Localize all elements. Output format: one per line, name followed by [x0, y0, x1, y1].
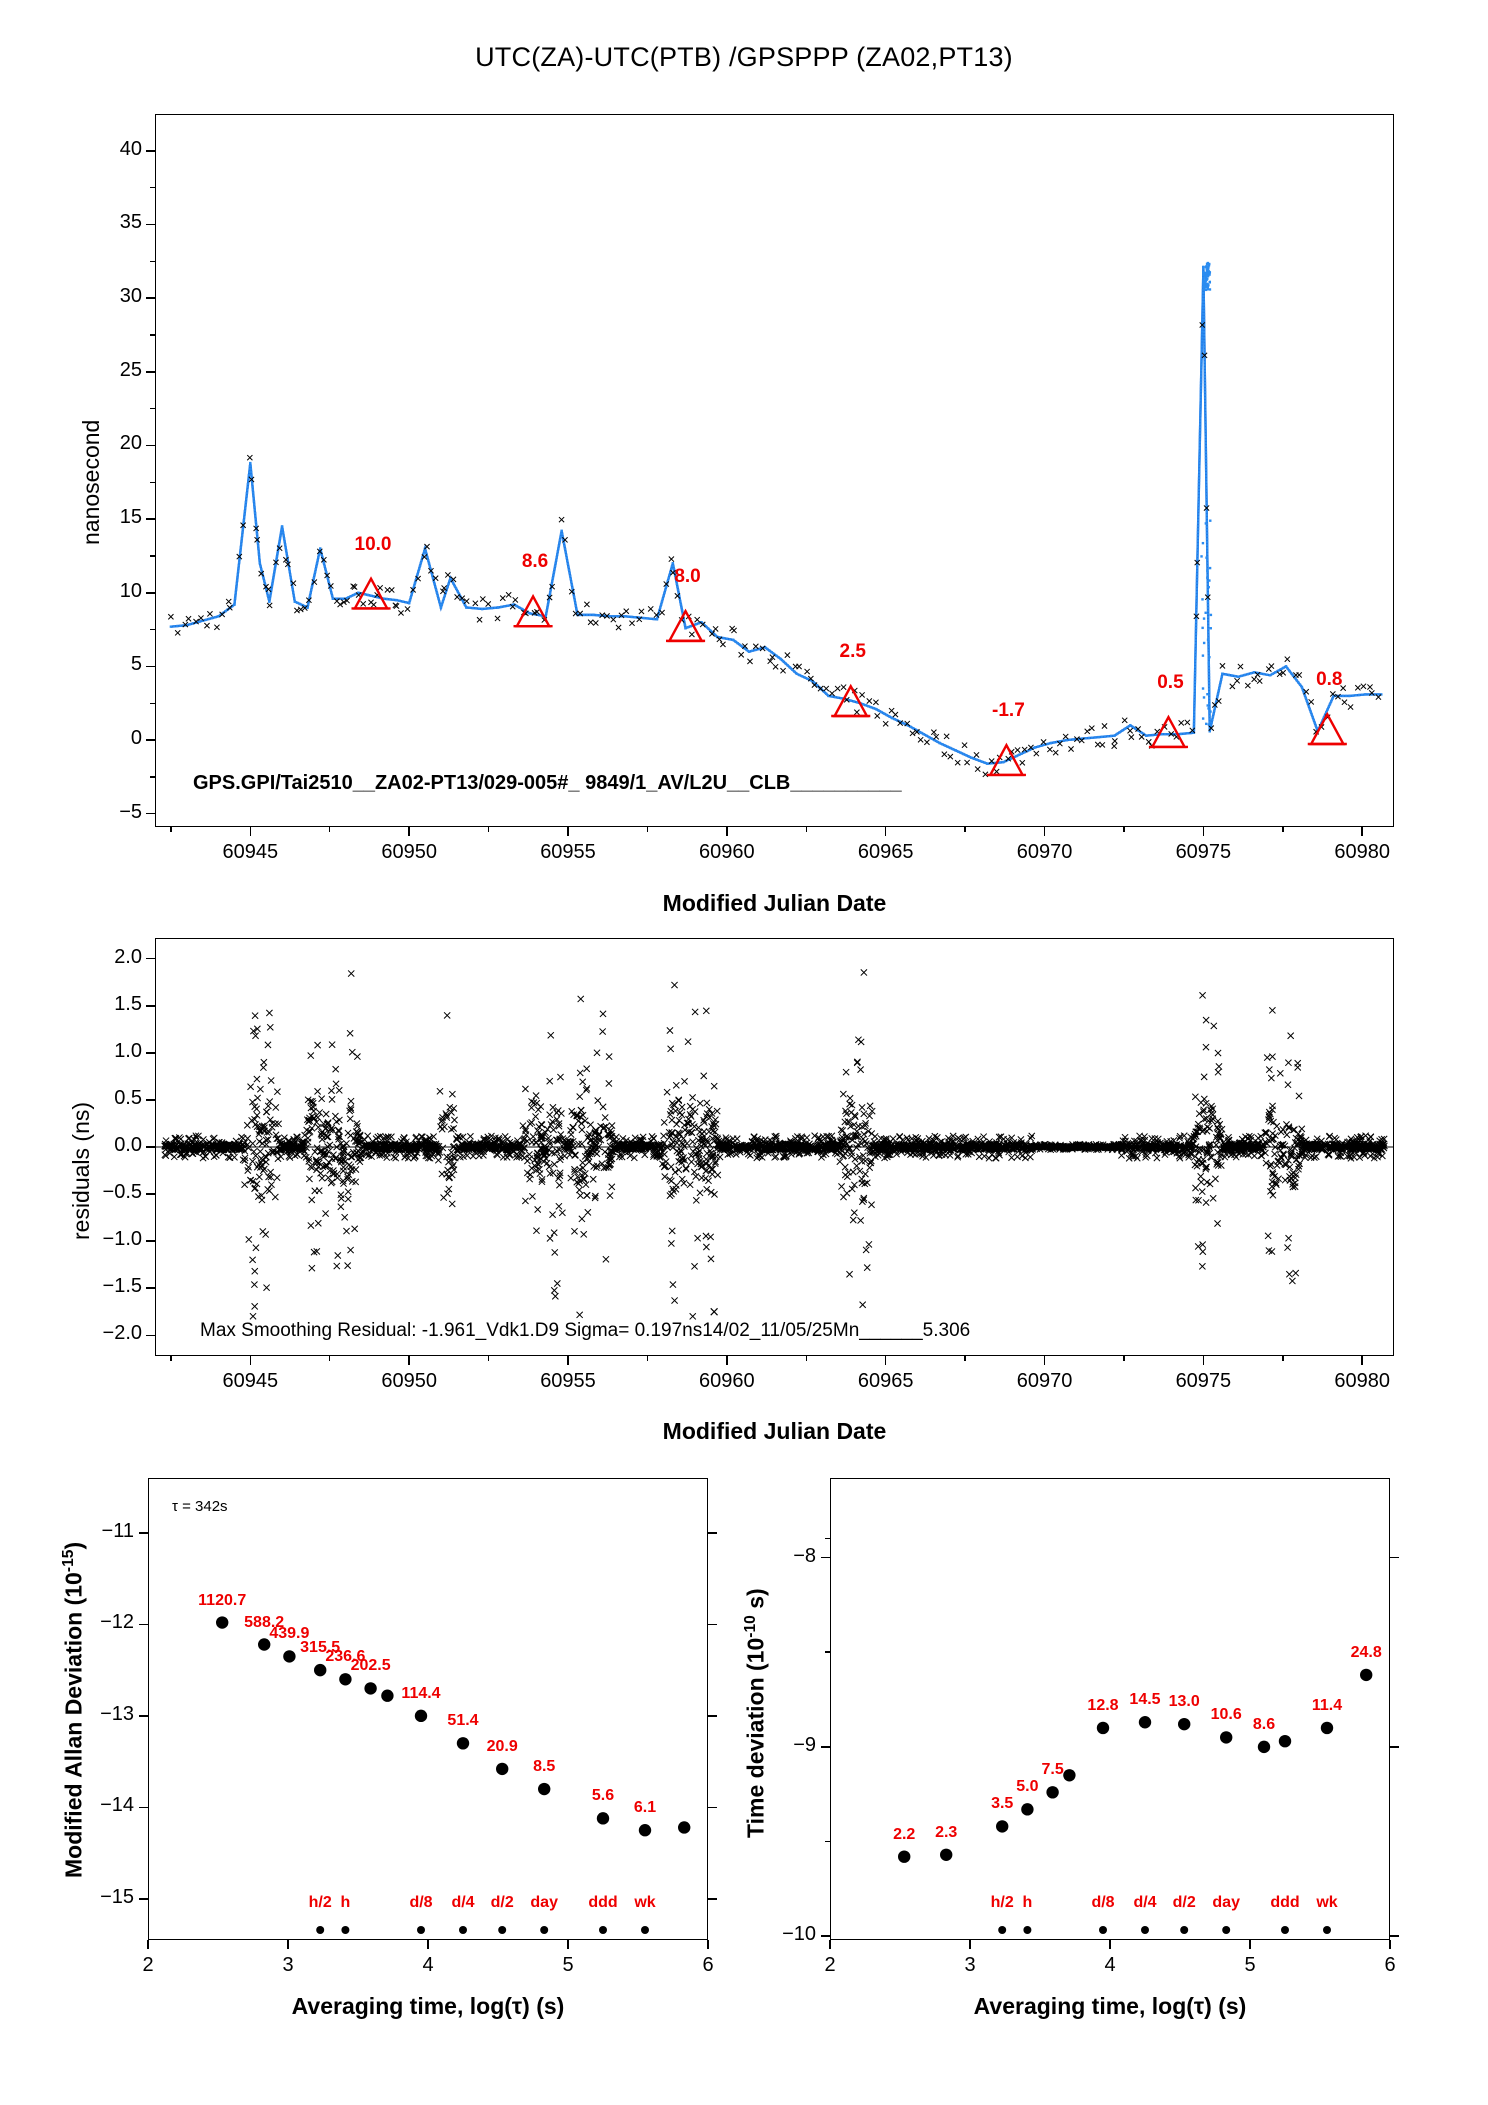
panel3-axis-marker: day	[530, 1894, 558, 1911]
panel1-y-tick	[146, 150, 155, 152]
panel1-x-minor-tick	[1361, 827, 1363, 832]
panel3-x-tick	[427, 1940, 429, 1949]
panel2-x-tick-label: 60965	[857, 1370, 914, 1392]
panel1-x-minor-tick	[170, 827, 172, 832]
panel1-marker-label: 0.5	[1157, 672, 1184, 694]
panel1-y-tick-label: 30	[119, 285, 142, 308]
panel1-x-minor-tick	[567, 827, 569, 832]
panel3-x-axis-title: Averaging time, log(τ) (s)	[291, 1993, 565, 2019]
panel4-point-label: 3.5	[991, 1795, 1014, 1813]
panel2-x-minor-tick	[329, 1356, 331, 1361]
panel2-x-minor-tick	[806, 1356, 808, 1361]
panel1-y-tick	[146, 739, 155, 741]
panel2-x-minor-tick	[726, 1356, 728, 1361]
panel3-point-label: 202.5	[350, 1657, 391, 1675]
panel3-point-label: 439.9	[269, 1625, 310, 1643]
panel2-y-tick-label: −1.5	[102, 1275, 142, 1298]
panel3-point-label: 51.4	[447, 1712, 479, 1730]
panel3-point-label: 588.2	[244, 1613, 285, 1631]
panel4-y-tick-label: −9	[793, 1733, 816, 1756]
panel1-y-tick	[146, 297, 155, 299]
panel3-point-label: 114.4	[401, 1684, 441, 1702]
panel1-x-tick-label: 60980	[1334, 841, 1391, 863]
panel3-point-label: 20.9	[486, 1737, 518, 1755]
panel2-x-tick-label: 60955	[540, 1370, 596, 1392]
panel3-tau-note: τ = 342s	[172, 1498, 228, 1515]
panel4-y-tick-label: −8	[793, 1544, 816, 1567]
panel1-x-minor-tick	[488, 827, 490, 832]
panel4-x-tick	[1389, 1940, 1391, 1949]
panel1-x-minor-tick	[1203, 827, 1205, 832]
panel4-point-label: 5.0	[1016, 1778, 1039, 1796]
panel3-axis-marker: h/2	[308, 1894, 332, 1911]
panel1-marker-label: 2.5	[839, 641, 866, 663]
panel4-x-tick-label: 2	[824, 1954, 836, 1976]
panel1-x-tick-label: 60965	[857, 841, 914, 863]
panel4-axis-marker: d/4	[1133, 1894, 1157, 1911]
panel2-x-tick-label: 60975	[1175, 1370, 1232, 1392]
panel4-point-label: 14.5	[1129, 1691, 1161, 1709]
panel4-x-tick-label: 4	[1104, 1954, 1116, 1976]
panel1-x-minor-tick	[1123, 827, 1125, 832]
panel2-x-minor-tick	[1123, 1356, 1125, 1361]
panel1-y-tick-label: −5	[119, 800, 142, 823]
panel4-y-tick	[821, 1746, 830, 1748]
panel4-x-axis-title: Averaging time, log(τ) (s)	[973, 1993, 1247, 2019]
panel1-x-minor-tick	[964, 827, 966, 832]
panel3-x-tick-label: 4	[422, 1954, 434, 1976]
panel2-y-tick-label: 1.0	[114, 1039, 142, 1062]
panel2-y-tick	[146, 1240, 155, 1242]
panel3-x-tick-label: 2	[142, 1954, 154, 1976]
panel1-annotation: GPS.GPI/Tai2510__ZA02-PT13/029-005#_ 9849/1_AV/L2U__CLB__________	[193, 772, 902, 794]
panel2-x-minor-tick	[885, 1356, 887, 1361]
panel4-y-tick-label: −10	[782, 1923, 816, 1946]
panel2-x-minor-tick	[488, 1356, 490, 1361]
panel2-y-tick-label: 2.0	[114, 945, 142, 968]
panel2-y-tick-label: 0.5	[114, 1086, 142, 1109]
panel4-point-label: 2.2	[893, 1825, 916, 1843]
panel3-y-tick-right	[708, 1624, 717, 1626]
panel1-y-tick-label: 5	[130, 653, 142, 676]
panel1-x-tick-label: 60955	[540, 841, 596, 863]
panel2-x-minor-tick	[1203, 1356, 1205, 1361]
panel1-marker-label: -1.7	[992, 700, 1025, 722]
panel2-x-minor-tick	[250, 1356, 252, 1361]
panel4-x-tick	[969, 1940, 971, 1949]
panel3-y-tick	[139, 1715, 148, 1717]
panel1-x-minor-tick	[329, 827, 331, 832]
panel4-point-label: 24.8	[1350, 1643, 1382, 1661]
panel2-x-minor-tick	[1044, 1356, 1046, 1361]
panel4-point-label: 7.5	[1041, 1761, 1064, 1779]
panel1-y-tick	[146, 666, 155, 668]
panel3-point-label: 315.5	[300, 1639, 341, 1657]
panel2-y-tick	[146, 1193, 155, 1195]
panel2-y-tick-label: 0.0	[114, 1134, 142, 1156]
panel2-y-tick-label: −2.0	[102, 1322, 142, 1345]
panel2-y-axis-title: residuals (ns)	[68, 1101, 94, 1240]
panel1-y-tick	[146, 224, 155, 226]
panel1-marker-label: 8.6	[521, 551, 549, 573]
panel1-x-tick-label: 60970	[1016, 841, 1073, 863]
panel4-y-tick-right	[1390, 1746, 1399, 1748]
page-title: UTC(ZA)-UTC(PTB) /GPSPPP (ZA02,PT13)	[475, 42, 1013, 72]
panel3-x-tick-label: 3	[282, 1954, 294, 1976]
panel2-x-minor-tick	[170, 1356, 172, 1361]
panel2-x-minor-tick	[408, 1356, 410, 1361]
panel3-point-label: 5.6	[591, 1787, 615, 1805]
panel4-point-label: 13.0	[1168, 1693, 1200, 1711]
panel3-axis-marker: d/2	[490, 1894, 514, 1911]
panel1-x-minor-tick	[806, 827, 808, 832]
panel4-y-tick-right	[1390, 1935, 1399, 1937]
panel2-y-tick	[146, 1146, 155, 1148]
panel4-point-label: 11.4	[1311, 1696, 1343, 1714]
panel4-point-label: 8.6	[1252, 1715, 1276, 1733]
panel2-y-tick	[146, 1335, 155, 1337]
panel3-x-tick	[287, 1940, 289, 1949]
panel4-y-tick-right	[1390, 1557, 1399, 1559]
panel2-y-tick	[146, 1099, 155, 1101]
panel4-x-tick	[1249, 1940, 1251, 1949]
panel4-x-tick-label: 6	[1384, 1954, 1396, 1976]
panel1-y-tick-label: 35	[119, 211, 142, 234]
panel1-x-minor-tick	[726, 827, 728, 832]
panel1-y-tick	[146, 813, 155, 815]
panel1-marker-label: 8.0	[674, 566, 701, 588]
panel4-x-tick	[829, 1940, 831, 1949]
panel1-y-tick-label: 40	[119, 137, 142, 160]
panel3-axis-marker: wk	[634, 1894, 656, 1911]
panel3-x-tick	[147, 1940, 149, 1949]
panel3-x-tick-label: 5	[562, 1954, 574, 1976]
panel2-y-tick	[146, 1005, 155, 1007]
panel3-y-tick-label: −13	[100, 1702, 134, 1725]
panel4-y-axis-title: Time deviation ($10^{-10}$ s)	[742, 1588, 769, 1838]
panel3-x-tick	[707, 1940, 709, 1949]
panel3-y-tick-label: −14	[100, 1794, 134, 1817]
panel3-y-tick	[139, 1807, 148, 1809]
panel2-x-minor-tick	[964, 1356, 966, 1361]
panel2-y-tick-label: −0.5	[102, 1181, 142, 1204]
panel4-axis-marker: h/2	[990, 1894, 1014, 1911]
panel2-x-tick-label: 60945	[222, 1370, 279, 1392]
panel3-y-tick	[139, 1898, 148, 1900]
panel2-y-tick	[146, 1052, 155, 1054]
panel2-x-minor-tick	[647, 1356, 649, 1361]
panel4-y-tick	[821, 1557, 830, 1559]
panel1-data-canvas	[155, 114, 1394, 827]
panel3-y-tick	[139, 1624, 148, 1626]
panel1-marker-label: 0.8	[1316, 669, 1343, 691]
panel2-y-tick-label: 1.5	[114, 992, 142, 1015]
panel3-axis-marker: d/4	[451, 1894, 475, 1911]
panel2-x-tick-label: 60950	[381, 1370, 437, 1392]
panel3-data-canvas	[148, 1478, 708, 1940]
panel2-annotation: Max Smoothing Residual: -1.961_Vdk1.D9 Sigma= 0.197ns14/02_11/05/25Mn______5.306	[200, 1320, 971, 1341]
panel3-y-tick-label: −15	[100, 1885, 134, 1908]
panel3-y-tick-right	[708, 1898, 717, 1900]
panel4-point-label: 10.6	[1210, 1706, 1242, 1724]
panel3-axis-marker: ddd	[588, 1894, 618, 1911]
panel1-y-tick	[146, 445, 155, 447]
panel1-x-tick-label: 60945	[222, 841, 279, 863]
panel4-axis-marker: d/2	[1172, 1894, 1196, 1911]
panel2-y-tick	[146, 1287, 155, 1289]
panel1-y-tick-label: 20	[119, 432, 142, 455]
panel4-x-tick-label: 3	[964, 1954, 976, 1976]
panel3-y-tick-right	[708, 1532, 717, 1534]
panel3-y-axis-title: Modified Allan Deviation $(10^{-15})$	[60, 1541, 87, 1878]
panel3-point-label: 236.6	[325, 1648, 366, 1666]
panel3-point-label: 1120.7	[198, 1591, 247, 1609]
panel2-x-axis-title: Modified Julian Date	[662, 1418, 887, 1444]
panel1-x-minor-tick	[647, 827, 649, 832]
panel1-y-tick-label: 10	[119, 579, 142, 602]
panel3-y-tick-right	[708, 1715, 717, 1717]
panel2-x-minor-tick	[1361, 1356, 1363, 1361]
panel1-y-tick-label: 0	[130, 727, 142, 750]
panel2-x-tick-label: 60970	[1016, 1370, 1073, 1392]
panel4-point-label: 12.8	[1087, 1696, 1119, 1714]
panel2-y-tick	[146, 958, 155, 960]
panel2-x-minor-tick	[567, 1356, 569, 1361]
panel3-axis-marker: h	[340, 1894, 351, 1911]
panel2-y-tick-label: −1.0	[102, 1228, 142, 1251]
panel1-y-tick	[146, 518, 155, 520]
panel2-x-tick-label: 60960	[699, 1370, 755, 1392]
panel1-x-minor-tick	[1282, 827, 1284, 832]
panel1-x-minor-tick	[1044, 827, 1046, 832]
panel3-y-tick	[139, 1532, 148, 1534]
panel4-x-tick-label: 5	[1244, 1954, 1256, 1976]
panel1-y-tick-label: 25	[119, 358, 142, 381]
panel4-axis-marker: day	[1212, 1894, 1240, 1911]
panel1-x-minor-tick	[885, 827, 887, 832]
panel3-y-tick-label: −12	[100, 1611, 134, 1634]
panel1-y-axis-title: nanosecond	[78, 419, 104, 545]
panel1-x-axis-title: Modified Julian Date	[662, 890, 887, 916]
panel3-y-tick-label: −11	[101, 1519, 134, 1542]
panel3-point-label: 6.1	[633, 1799, 657, 1817]
panel4-y-tick	[821, 1935, 830, 1937]
panel1-x-tick-label: 60960	[699, 841, 755, 863]
panel1-marker-label: 10.0	[354, 533, 392, 555]
panel1-x-tick-label: 60975	[1175, 841, 1232, 863]
panel3-x-tick-label: 6	[702, 1954, 714, 1976]
panel2-x-tick-label: 60980	[1334, 1370, 1391, 1392]
panel1-y-tick	[146, 371, 155, 373]
panel2-x-minor-tick	[1282, 1356, 1284, 1361]
panel1-x-minor-tick	[250, 827, 252, 832]
panel1-y-tick	[146, 592, 155, 594]
panel3-y-tick-right	[708, 1807, 717, 1809]
panel1-y-tick-label: 15	[119, 506, 142, 529]
panel1-x-minor-tick	[408, 827, 410, 832]
panel1-x-tick-label: 60950	[381, 841, 437, 863]
panel2-data-canvas	[155, 938, 1394, 1356]
panel4-x-tick	[1109, 1940, 1111, 1949]
panel4-axis-marker: h	[1022, 1894, 1033, 1911]
panel3-point-label: 8.5	[533, 1758, 556, 1776]
panel4-axis-marker: ddd	[1270, 1894, 1300, 1911]
panel4-axis-marker: d/8	[1091, 1894, 1115, 1911]
panel3-axis-marker: d/8	[409, 1894, 433, 1911]
panel4-point-label: 2.3	[935, 1823, 958, 1841]
panel4-axis-marker: wk	[1316, 1894, 1338, 1911]
panel3-x-tick	[567, 1940, 569, 1949]
